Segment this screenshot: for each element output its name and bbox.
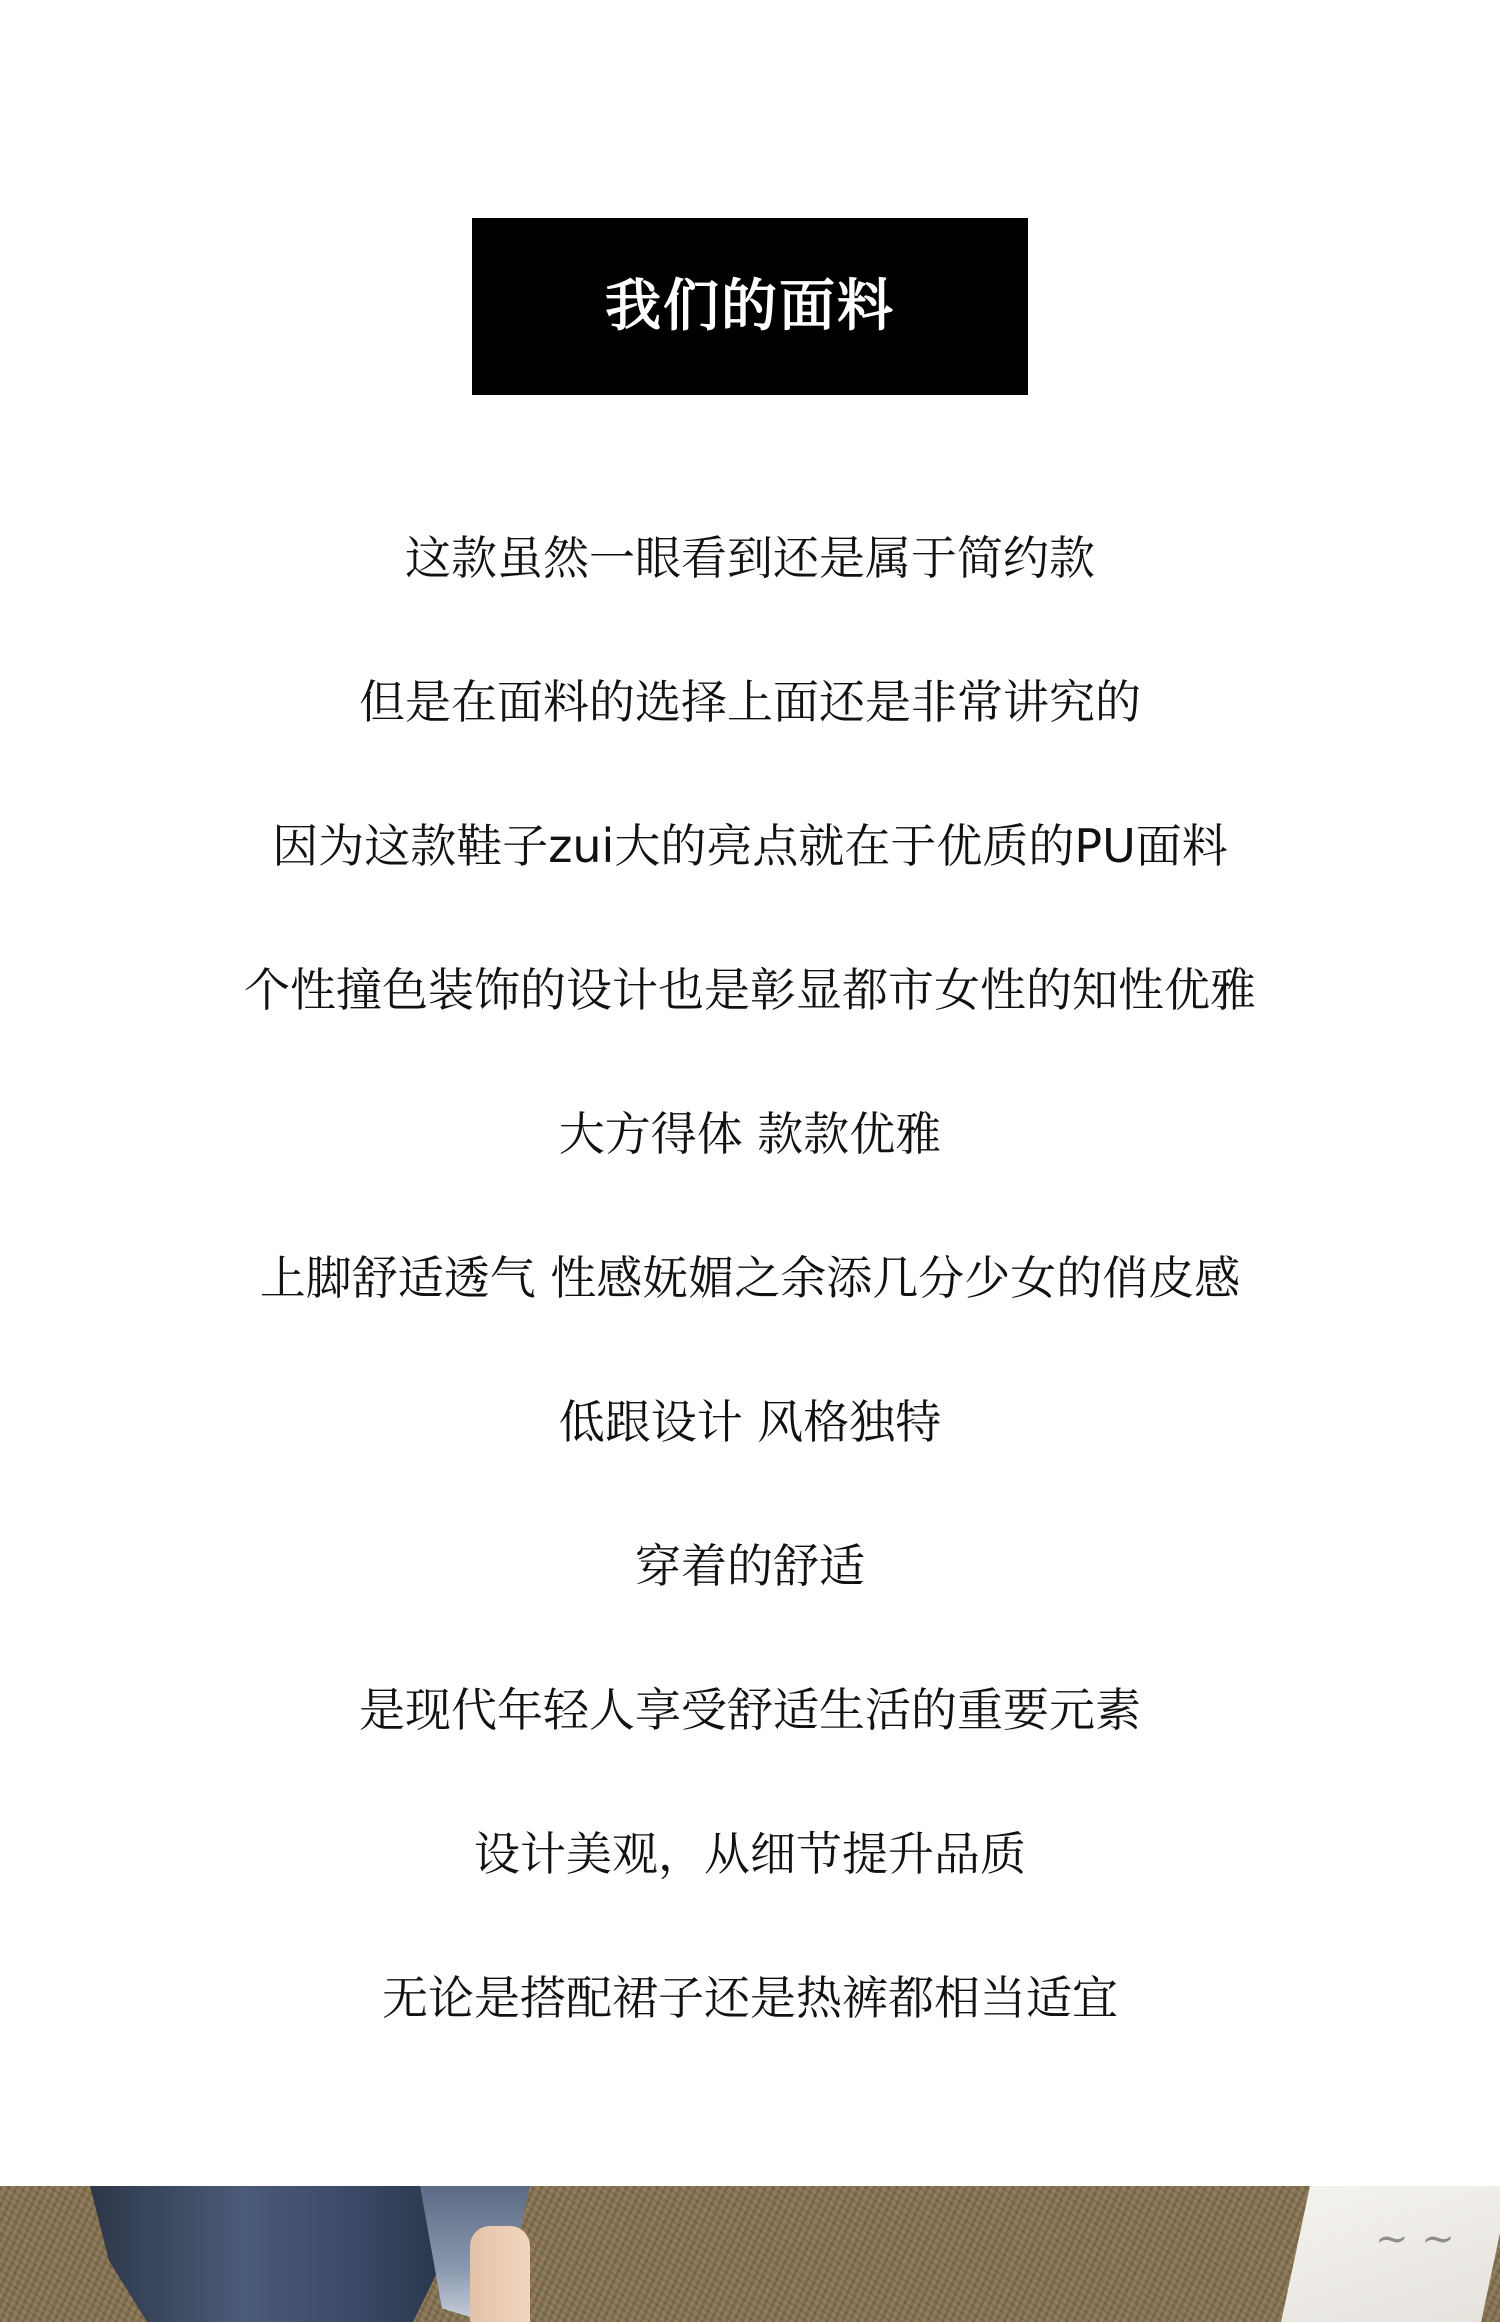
- description-line-7: 低跟设计 风格独特: [558, 1395, 942, 1449]
- description-line-9: 是现代年轻人享受舒适生活的重要元素: [359, 1683, 1141, 1737]
- product-photo: [0, 2186, 1500, 2322]
- description-line-5: 大方得体 款款优雅: [558, 1107, 942, 1161]
- description-line-10: 设计美观，从细节提升品质: [474, 1827, 1026, 1881]
- description-line-1: 这款虽然一眼看到还是属于简约款: [405, 531, 1095, 585]
- section-title: 我们的面料: [605, 273, 895, 339]
- description-line-11: 无论是搭配裙子还是热裤都相当适宜: [382, 1971, 1118, 2025]
- description-line-3: 因为这款鞋子zui大的亮点就在于优质的PU面料: [272, 819, 1228, 873]
- section-title-box: [472, 218, 1028, 395]
- description-line-2: 但是在面料的选择上面还是非常讲究的: [359, 675, 1141, 729]
- description-line-6: 上脚舒适透气 性感妩媚之余添几分少女的俏皮感: [259, 1251, 1241, 1305]
- photo-jeans: [90, 2186, 470, 2322]
- photo-magazine-scribble: ~ ~: [1375, 2216, 1455, 2262]
- description-line-4: 个性撞色装饰的设计也是彰显都市女性的知性优雅: [244, 963, 1256, 1017]
- description-line-8: 穿着的舒适: [635, 1539, 865, 1593]
- photo-leg: [470, 2226, 530, 2322]
